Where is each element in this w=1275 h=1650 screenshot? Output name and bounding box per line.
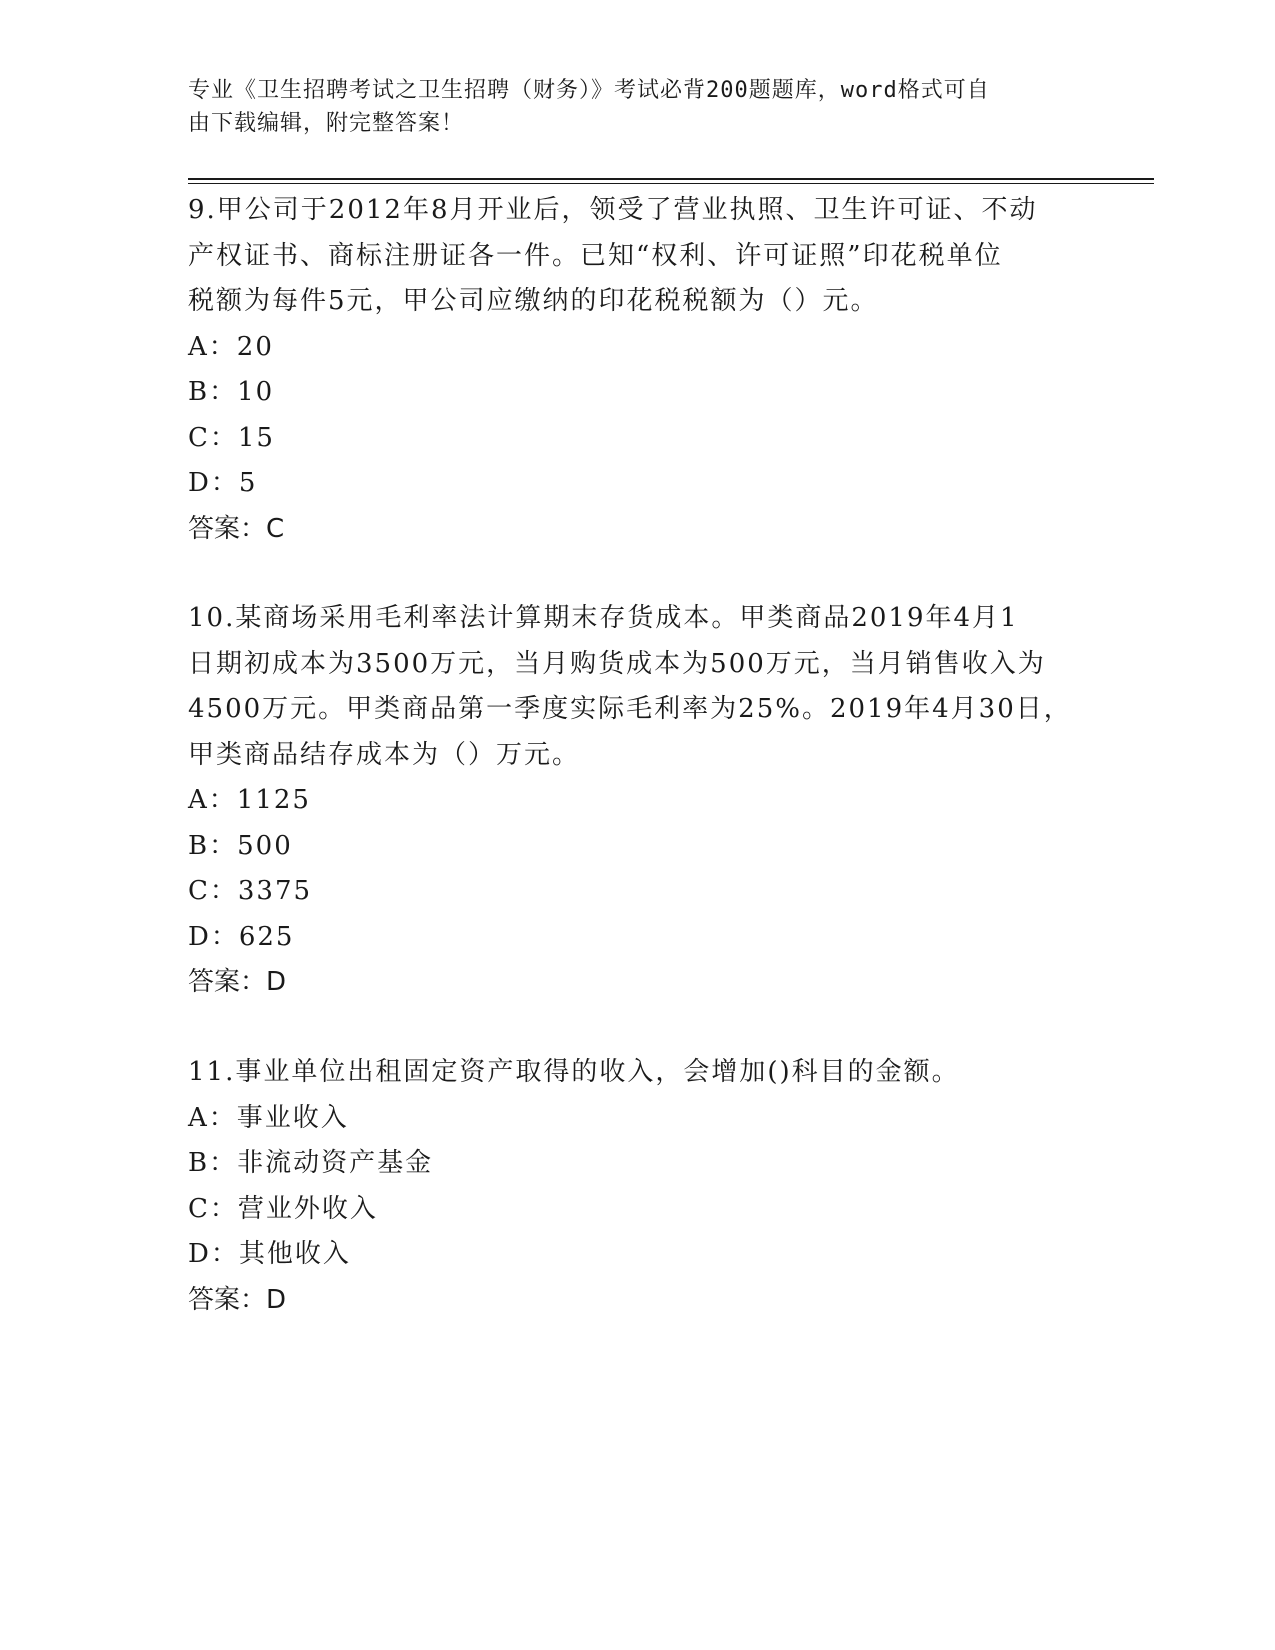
header-divider-thin [188, 183, 1154, 184]
option-c: C：15 [188, 422, 275, 453]
option-a: A：事业收入 [188, 1102, 349, 1133]
header-line: 由下载编辑，附完整答案！ [188, 111, 465, 136]
question-stem-line: 甲类商品结存成本为（）万元。 [188, 739, 581, 770]
question-10 [188, 596, 1088, 1006]
question-stem-line: 9.甲公司于2012年8月开业后，领受了营业执照、卫生许可证、不动 [188, 195, 1038, 225]
answer-label: 答案：D [188, 1284, 287, 1315]
option-d: D：625 [188, 921, 295, 952]
option-b: B：500 [188, 830, 293, 861]
option-a: A：1125 [188, 785, 311, 815]
document-header [188, 74, 1068, 140]
option-d: D：5 [188, 468, 258, 498]
answer-label: 答案：C [188, 513, 285, 544]
option-b: B：非流动资产基金 [188, 1148, 434, 1178]
option-b: B：10 [188, 377, 275, 407]
question-11 [188, 1050, 1088, 1323]
question-stem-line: 产权证书、商标注册证各一件。已知“权利、许可证照”印花税单位 [188, 240, 1003, 271]
question-9 [188, 188, 1088, 552]
question-stem-line: 10.某商场采用毛利率法计算期末存货成本。甲类商品2019年4月1 [188, 603, 1019, 633]
answer-label: 答案：D [188, 967, 287, 997]
option-c: C：营业外收入 [188, 1193, 378, 1224]
header-line: 专业《卫生招聘考试之卫生招聘（财务）》考试必背200题题库，word格式可自 [188, 78, 990, 103]
question-stem-line: 日期初成本为3500万元，当月购货成本为500万元，当月销售收入为 [188, 648, 1046, 679]
option-d: D：其他收入 [188, 1239, 351, 1269]
header-divider [188, 178, 1154, 180]
question-stem-line: 税额为每件5元，甲公司应缴纳的印花税税额为（）元。 [188, 286, 879, 316]
question-stem-line: 11.事业单位出租固定资产取得的收入，会增加()科目的金额。 [188, 1057, 960, 1087]
question-stem-line: 4500万元。甲类商品第一季度实际毛利率为25%。2019年4月30日， [188, 694, 1072, 724]
option-c: C：3375 [188, 876, 313, 906]
option-a: A：20 [188, 331, 274, 362]
